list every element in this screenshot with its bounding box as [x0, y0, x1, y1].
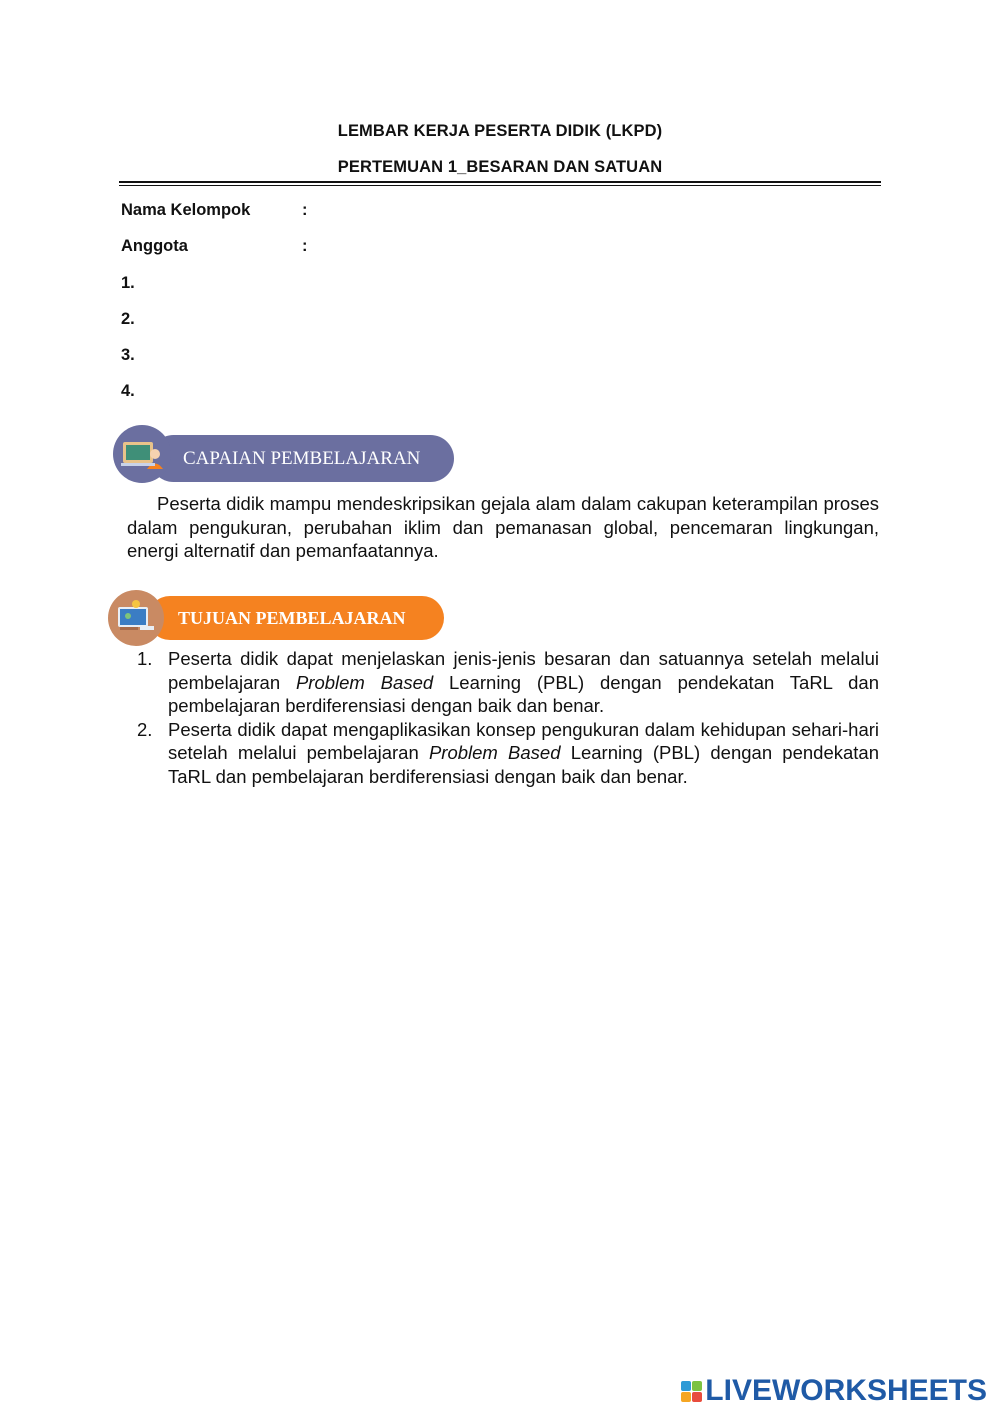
list-item-text: Peserta didik dapat menjelaskan jenis-jenis besaran dan satuannya setelah melalui pembelajaran	[168, 648, 879, 693]
member-number: 4.	[121, 382, 135, 400]
members-label: Anggota	[121, 237, 188, 255]
list-item-number: 2.	[137, 718, 153, 740]
liveworksheets-brand	[681, 1374, 987, 1408]
members-colon: :	[302, 237, 308, 255]
member-number: 1.	[121, 274, 135, 292]
group-name-label: Nama Kelompok	[121, 201, 251, 219]
classroom-board-icon	[108, 590, 164, 646]
document-title: LEMBAR KERJA PESERTA DIDIK (LKPD)	[337, 122, 663, 140]
list-item-text: Learning (PBL) dengan pendekatan TaRL dan pembelajaran berdiferensiasi dengan baik dan benar.	[168, 742, 879, 787]
tujuan-banner	[148, 596, 444, 640]
document-subtitle: PERTEMUAN 1_BESARAN DAN SATUAN	[337, 158, 663, 176]
list-item	[127, 647, 879, 718]
list-item-text: Learning (PBL) dengan pendekatan TaRL dan pembelajaran berdiferensiasi dengan baik dan benar.	[168, 671, 879, 716]
liveworksheets-logo-icon	[681, 1381, 702, 1402]
header-rule-thick	[119, 181, 881, 183]
capaian-banner	[150, 435, 454, 482]
capaian-paragraph: Peserta didik mampu mendeskripsikan gejala alam dalam cakupan keterampilan proses dalam pengukuran, perubahan iklim dan pemanasan global, pencemaran lingkungan, energi alternatif dan pemanfaatannya.	[127, 493, 879, 561]
list-item-italic: Problem Based	[295, 671, 434, 693]
list-item	[127, 718, 879, 789]
member-number: 3.	[121, 346, 135, 364]
teacher-board-icon	[113, 425, 171, 483]
header-rule-thin	[119, 185, 881, 186]
tujuan-banner-label: TUJUAN PEMBELAJARAN	[178, 608, 406, 628]
list-item-text: Peserta didik dapat mengaplikasikan konsep pengukuran dalam kehidupan sehari-hari setelah melalui pembelajaran	[168, 718, 879, 763]
group-name-colon: :	[302, 201, 308, 219]
list-item-italic: Problem Based	[428, 742, 561, 763]
capaian-banner-label: CAPAIAN PEMBELAJARAN	[183, 448, 421, 469]
tujuan-list	[127, 647, 879, 788]
brand-name: LIVEWORKSHEETS	[705, 1374, 987, 1407]
member-number: 2.	[121, 310, 135, 328]
list-item-number: 1.	[137, 648, 153, 669]
